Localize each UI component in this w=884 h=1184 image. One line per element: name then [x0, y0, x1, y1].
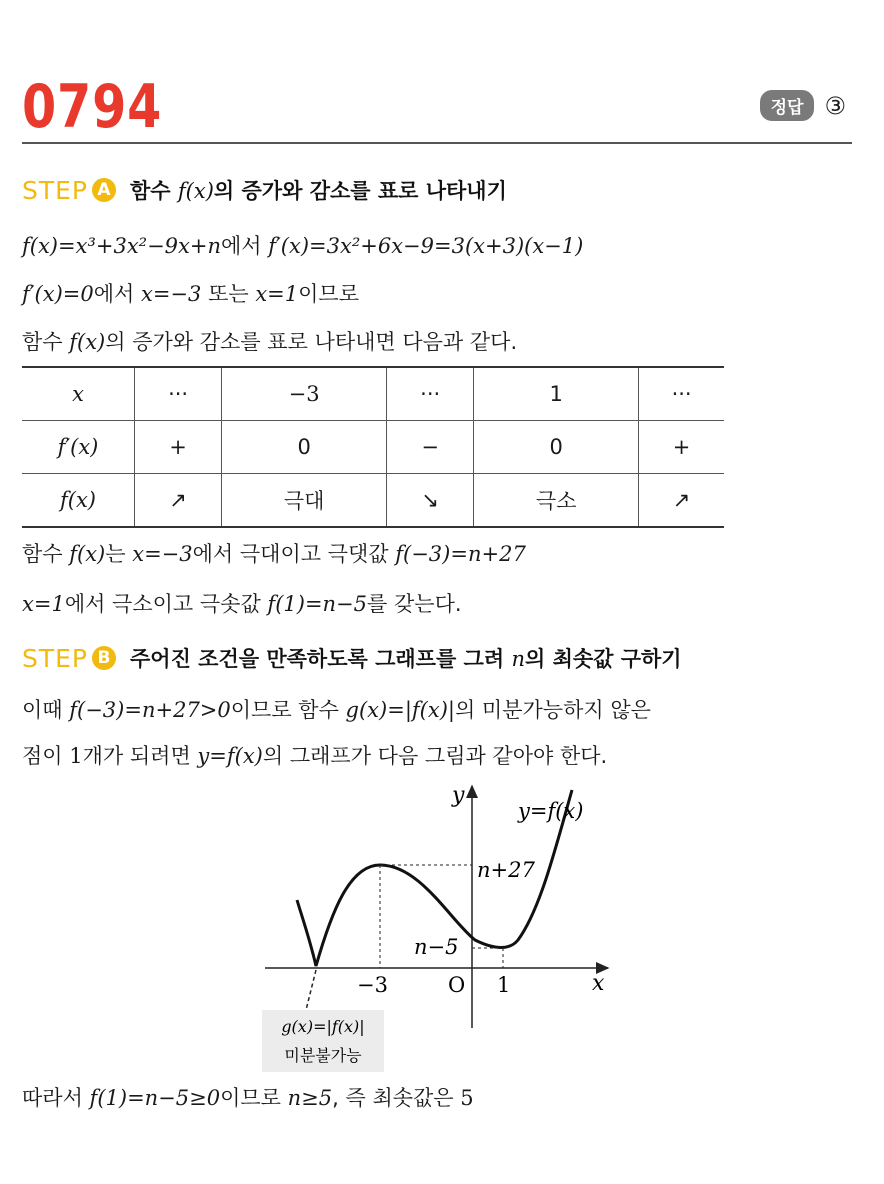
step-b-title: 주어진 조건을 만족하도록 그래프를 그려 n의 최솟값 구하기	[130, 647, 682, 671]
x-axis-label: x	[592, 971, 605, 996]
step-a-line-2: f′(x)=0에서 x=−3 또는 x=1이므로	[22, 282, 359, 306]
step-b-word: STEP	[22, 643, 89, 673]
table-cell: ···	[639, 367, 724, 421]
function-graph	[0, 770, 884, 1080]
step-a-line-3: 함수 f(x)의 증가와 감소를 표로 나타내면 다음과 같다.	[22, 330, 518, 354]
increase-arrow-icon: ↗	[135, 474, 222, 528]
table-row	[22, 421, 724, 474]
curve-label: y=f(x)	[518, 799, 584, 823]
y-axis-label: y	[452, 783, 465, 808]
answer-value: ③	[824, 91, 846, 120]
table-row	[22, 367, 724, 421]
table-cell: x	[22, 367, 135, 421]
table-cell: f(x)	[22, 474, 135, 528]
answer-badge: 정답	[760, 90, 815, 121]
conclusion-line: 따라서 f(1)=n−5≥0이므로 n≥5, 즉 최솟값은 5	[22, 1086, 474, 1110]
step-a-word: STEP	[22, 175, 89, 205]
header-divider	[22, 142, 852, 144]
answer-box	[760, 90, 846, 121]
max-value-label: n+27	[477, 858, 535, 882]
table-cell: 1	[474, 367, 639, 421]
table-cell: +	[639, 421, 724, 474]
after-table-line-1: 함수 f(x)는 x=−3에서 극대이고 극댓값 f(−3)=n+27	[22, 542, 526, 566]
step-b-heading	[22, 643, 682, 673]
table-cell: ···	[135, 367, 222, 421]
origin-label: O	[448, 973, 466, 997]
table-cell: 극대	[222, 474, 387, 528]
table-row	[22, 474, 724, 528]
decrease-arrow-icon: ↘	[387, 474, 474, 528]
variation-table	[22, 366, 724, 528]
problem-number: 0794	[22, 72, 163, 142]
step-a-line-1: f(x)=x³+3x²−9x+n에서 f′(x)=3x²+6x−9=3(x+3)(x−1)	[22, 234, 584, 258]
step-b-line-1: 이때 f(−3)=n+27>0이므로 함수 g(x)=|f(x)|의 미분가능하지 않은	[22, 698, 651, 722]
x-tick-neg-3: −3	[357, 973, 388, 997]
step-a-badge: A	[92, 178, 116, 202]
step-a-heading	[22, 175, 507, 205]
after-table-line-2: x=1에서 극소이고 극솟값 f(1)=n−5를 갖는다.	[22, 592, 462, 616]
step-b-badge: B	[92, 646, 116, 670]
step-a-title: 함수 f(x)의 증가와 감소를 표로 나타내기	[130, 179, 507, 203]
x-tick-1: 1	[497, 973, 511, 997]
table-cell: −3	[222, 367, 387, 421]
note-line-1: g(x)=|f(x)|	[281, 1017, 365, 1036]
table-cell: f′(x)	[22, 421, 135, 474]
min-value-label: n−5	[414, 935, 459, 959]
table-cell: 극소	[474, 474, 639, 528]
table-cell: 0	[474, 421, 639, 474]
note-line-2: 미분불가능	[284, 1046, 362, 1065]
table-cell: ···	[387, 367, 474, 421]
table-cell: −	[387, 421, 474, 474]
increase-arrow-icon: ↗	[639, 474, 724, 528]
note-pointer	[306, 970, 316, 1010]
table-cell: 0	[222, 421, 387, 474]
table-cell: +	[135, 421, 222, 474]
step-b-line-2: 점이 1개가 되려면 y=f(x)의 그래프가 다음 그림과 같아야 한다.	[22, 744, 608, 768]
